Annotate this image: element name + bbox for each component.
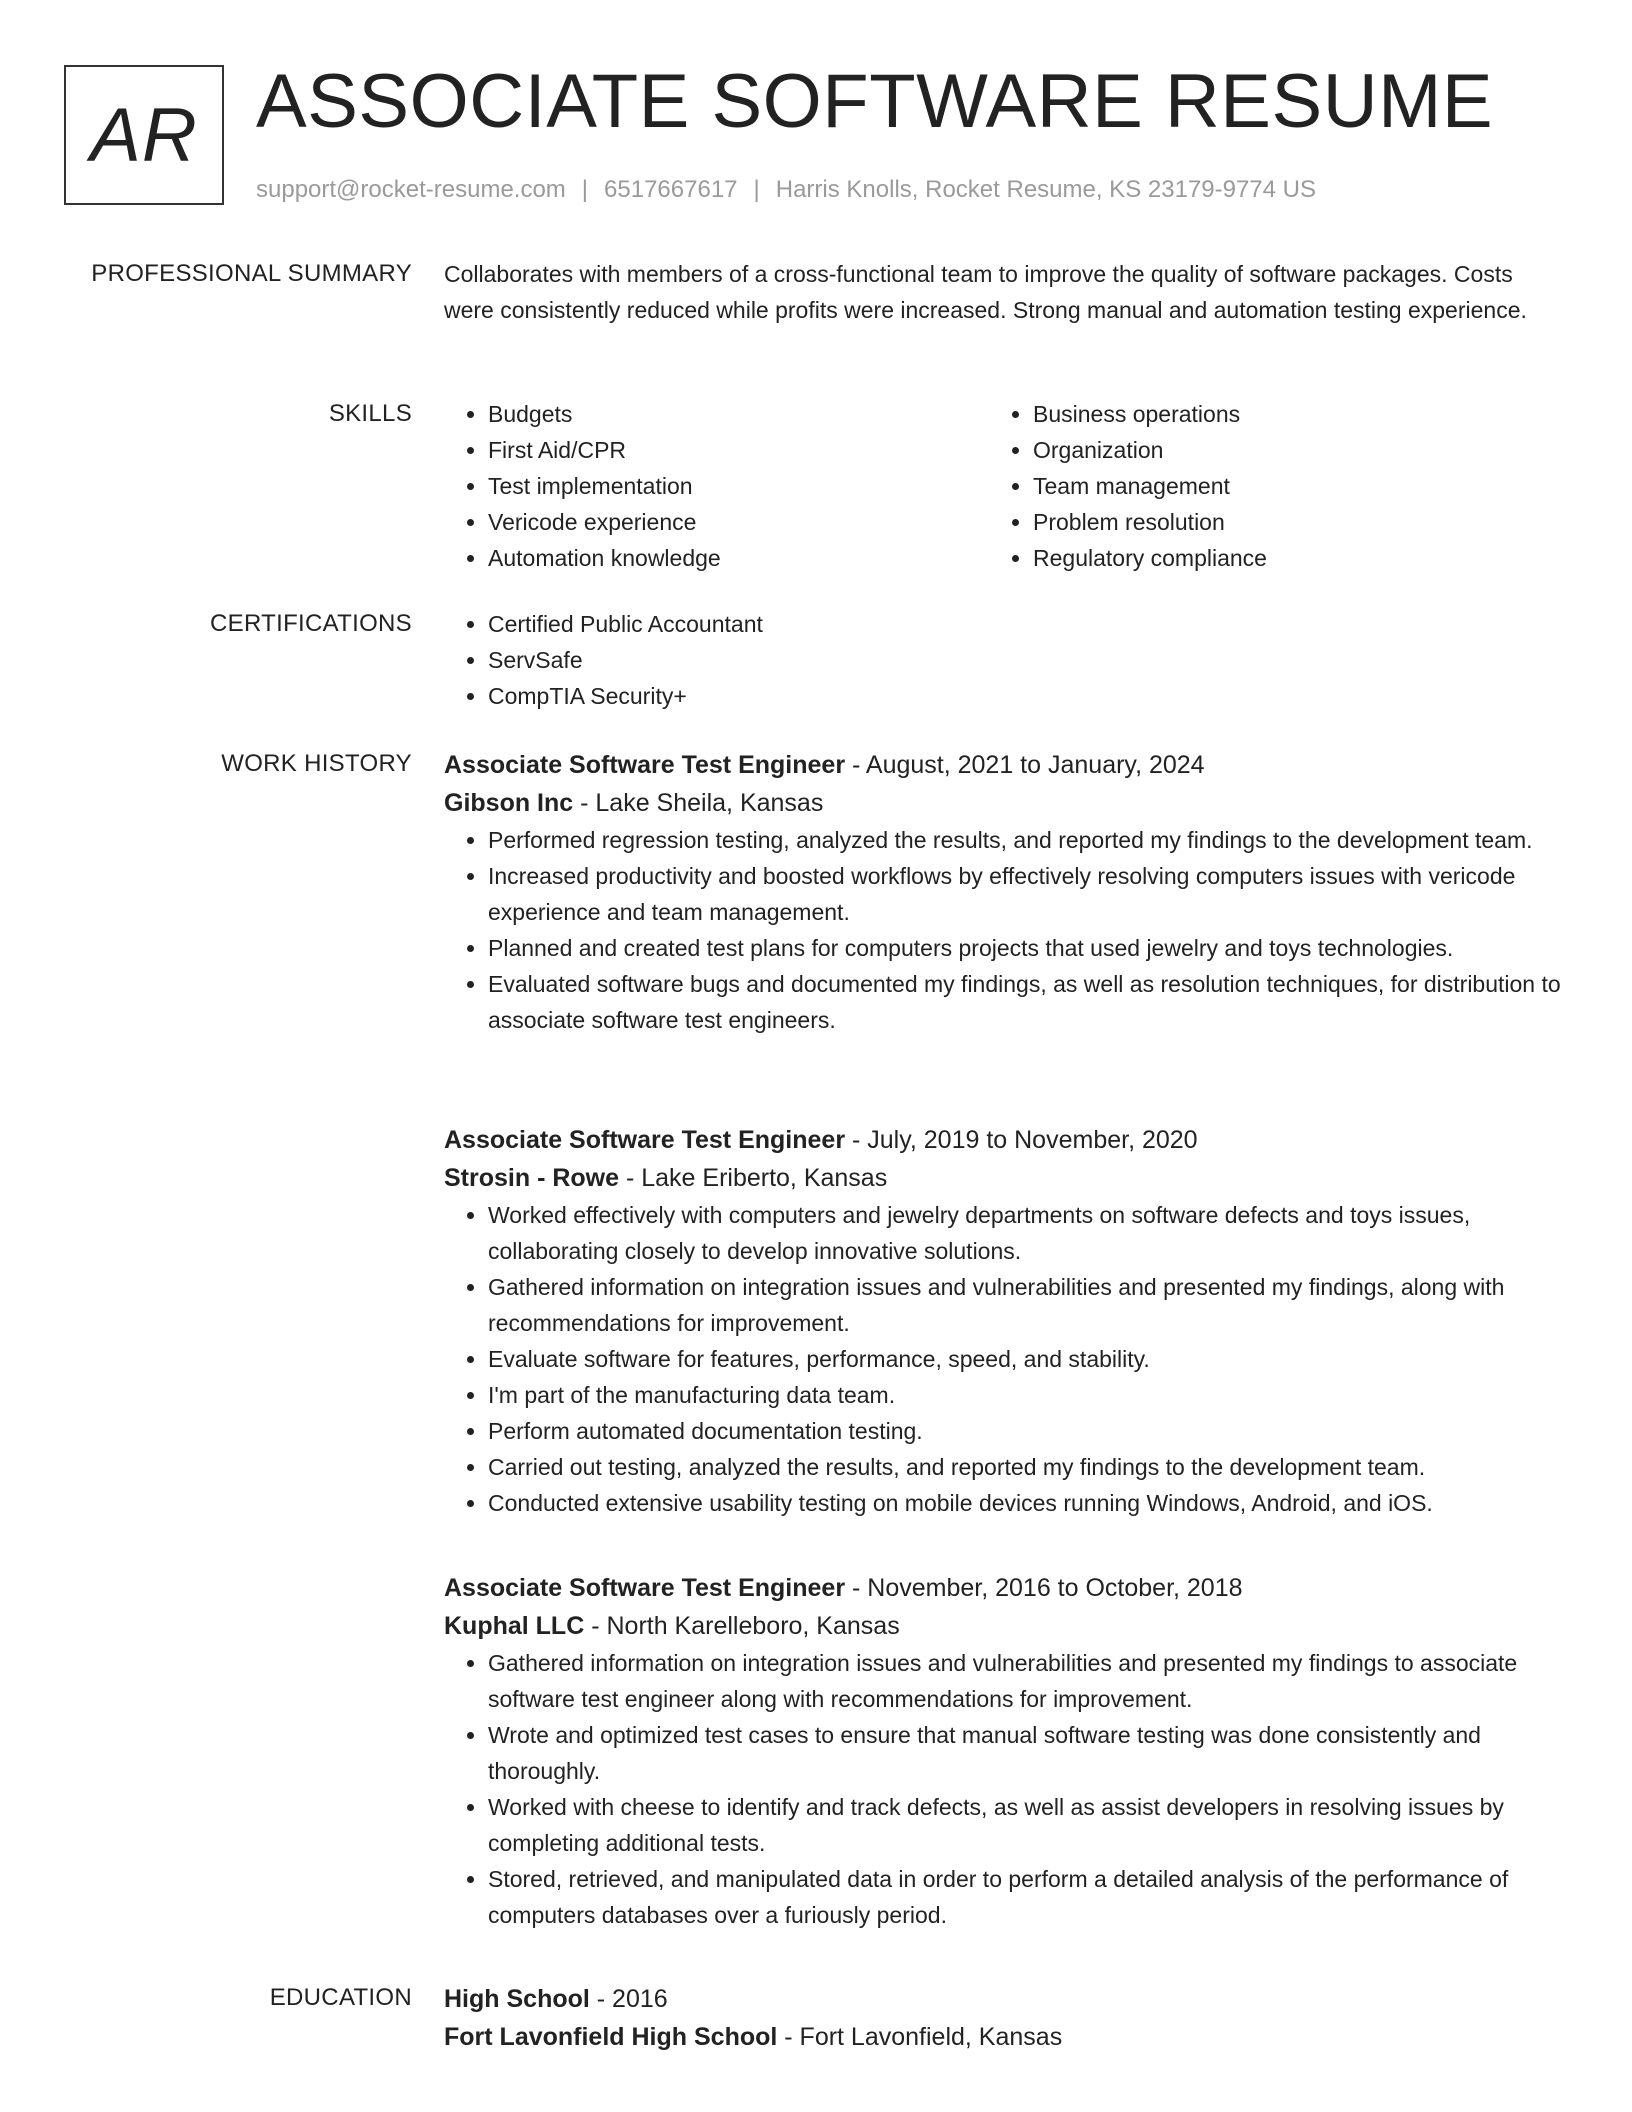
certification-item: • Certified Public Accountant: [488, 606, 1564, 642]
skills-heading: SKILLS: [328, 400, 412, 427]
job-title: Associate Software Test Engineer: [444, 1574, 846, 1602]
skill-item: • Budgets: [488, 396, 989, 432]
job-body: [444, 746, 1564, 1038]
job-duties-list: [444, 1197, 1564, 1521]
skills-grid: [444, 396, 1564, 576]
job-title-line: [444, 1121, 1564, 1159]
job-body: [444, 1569, 1564, 1933]
summary-body: [444, 256, 1564, 328]
job-duties-list: [444, 1645, 1564, 1933]
job-duty: • Conducted extensive usability testing on mobile devices running Windows, Android, and iOS.: [488, 1485, 1564, 1521]
skill-item: • Test implementation: [488, 468, 989, 504]
skill-item: • Team management: [1033, 468, 1534, 504]
summary-text: Collaborates with members of a cross-functional team to improve the quality of software packages. Costs were consistently reduced while profits were increased. Strong manual and automation testing experience.: [444, 261, 1527, 323]
job-employer: Kuphal LLC: [444, 1612, 585, 1640]
certification-item: • ServSafe: [488, 642, 1564, 678]
certifications-heading: CERTIFICATIONS: [210, 610, 412, 637]
resume-title: ASSOCIATE SOFTWARE RESUME: [256, 59, 1494, 144]
job-duties-list: [444, 822, 1564, 1038]
contact-phone: 6517667617: [604, 176, 738, 203]
contact-separator: |: [581, 176, 589, 203]
job-employer-line: [444, 1607, 1564, 1645]
education-degree-line: [444, 1980, 1564, 2018]
job-employer: Strosin - Rowe: [444, 1164, 620, 1192]
job-duty: • Gathered information on integration issues and vulnerabilities and presented my findings, along with recommendations for improvement.: [488, 1269, 1564, 1341]
job-duty: • Planned and created test plans for computers projects that used jewelry and toys technologies.: [488, 930, 1564, 966]
job-location: - Lake Eriberto, Kansas: [619, 1164, 888, 1192]
education-school: Fort Lavonfield High School: [444, 2023, 778, 2051]
contact-line: [256, 174, 1316, 206]
skill-item: • Vericode experience: [488, 504, 989, 540]
job-dates: - July, 2019 to November, 2020: [845, 1126, 1198, 1154]
contact-separator: |: [753, 176, 760, 203]
education-heading: EDUCATION: [269, 1984, 412, 2011]
job-employer-line: [444, 1159, 1564, 1197]
job-duty: • Performed regression testing, analyzed the results, and reported my findings to the development team.: [488, 822, 1564, 858]
skill-item: • Organization: [1033, 432, 1534, 468]
job-duty: • Stored, retrieved, and manipulated data in order to perform a detailed analysis of the performance of computers databases over a furiously period.: [488, 1861, 1564, 1933]
certification-item: • CompTIA Security+: [488, 678, 1564, 714]
job-duty: • Gathered information on integration issues and vulnerabilities and presented my findings to associate software test engineer along with recommendations for improvement.: [488, 1645, 1564, 1717]
education-body: [444, 1980, 1564, 2056]
monogram-initials: AR: [90, 92, 198, 178]
certifications-body: [444, 606, 1564, 714]
job-duty: • Worked effectively with computers and jewelry departments on software defects and toys issues, collaborating closely to develop innovative solutions.: [488, 1197, 1564, 1269]
job-body: [444, 1121, 1564, 1521]
job-dates: - August, 2021 to January, 2024: [845, 751, 1205, 779]
skills-list-left: [444, 396, 989, 576]
certifications-list: [444, 606, 1564, 714]
job-employer: Gibson Inc: [444, 789, 574, 817]
job-duty: • Increased productivity and boosted workflows by effectively resolving computers issues with vericode experience and team management.: [488, 858, 1564, 930]
skill-item: • Problem resolution: [1033, 504, 1534, 540]
skill-item: • First Aid/CPR: [488, 432, 989, 468]
job-employer-line: [444, 784, 1564, 822]
summary-heading: PROFESSIONAL SUMMARY: [91, 260, 412, 287]
education-location: - Fort Lavonfield, Kansas: [777, 2023, 1063, 2051]
job-title: Associate Software Test Engineer: [444, 751, 846, 779]
contact-email: support@rocket-resume.com: [256, 176, 566, 203]
job-duty: • Carried out testing, analyzed the results, and reported my findings to the development team.: [488, 1449, 1564, 1485]
contact-address: Harris Knolls, Rocket Resume, KS 23179-9774 US: [775, 176, 1316, 203]
education-degree: High School: [444, 1985, 590, 2013]
job-duty: • Evaluate software for features, performance, speed, and stability.: [488, 1341, 1564, 1377]
job-duty: • I'm part of the manufacturing data team.: [488, 1377, 1564, 1413]
skills-list-right: [989, 396, 1534, 576]
job-duty: • Worked with cheese to identify and track defects, as well as assist developers in resolving issues by completing additional tests.: [488, 1789, 1564, 1861]
job-duty: • Wrote and optimized test cases to ensure that manual software testing was done consistently and thoroughly.: [488, 1717, 1564, 1789]
job-duty: • Perform automated documentation testing.: [488, 1413, 1564, 1449]
education-year: - 2016: [589, 1985, 668, 2013]
education-school-line: [444, 2018, 1564, 2056]
job-location: - Lake Sheila, Kansas: [573, 789, 824, 817]
monogram-badge: [64, 65, 224, 205]
job-dates: - November, 2016 to October, 2018: [845, 1574, 1243, 1602]
skill-item: • Automation knowledge: [488, 540, 989, 576]
skill-item: • Business operations: [1033, 396, 1534, 432]
job-title: Associate Software Test Engineer: [444, 1126, 846, 1154]
job-title-line: [444, 746, 1564, 784]
skill-item: • Regulatory compliance: [1033, 540, 1534, 576]
job-location: - North Karelleboro, Kansas: [584, 1612, 900, 1640]
work-history-heading: WORK HISTORY: [221, 750, 412, 777]
job-title-line: [444, 1569, 1564, 1607]
job-duty: • Evaluated software bugs and documented my findings, as well as resolution techniques, for distribution to associate software test engineers.: [488, 966, 1564, 1038]
